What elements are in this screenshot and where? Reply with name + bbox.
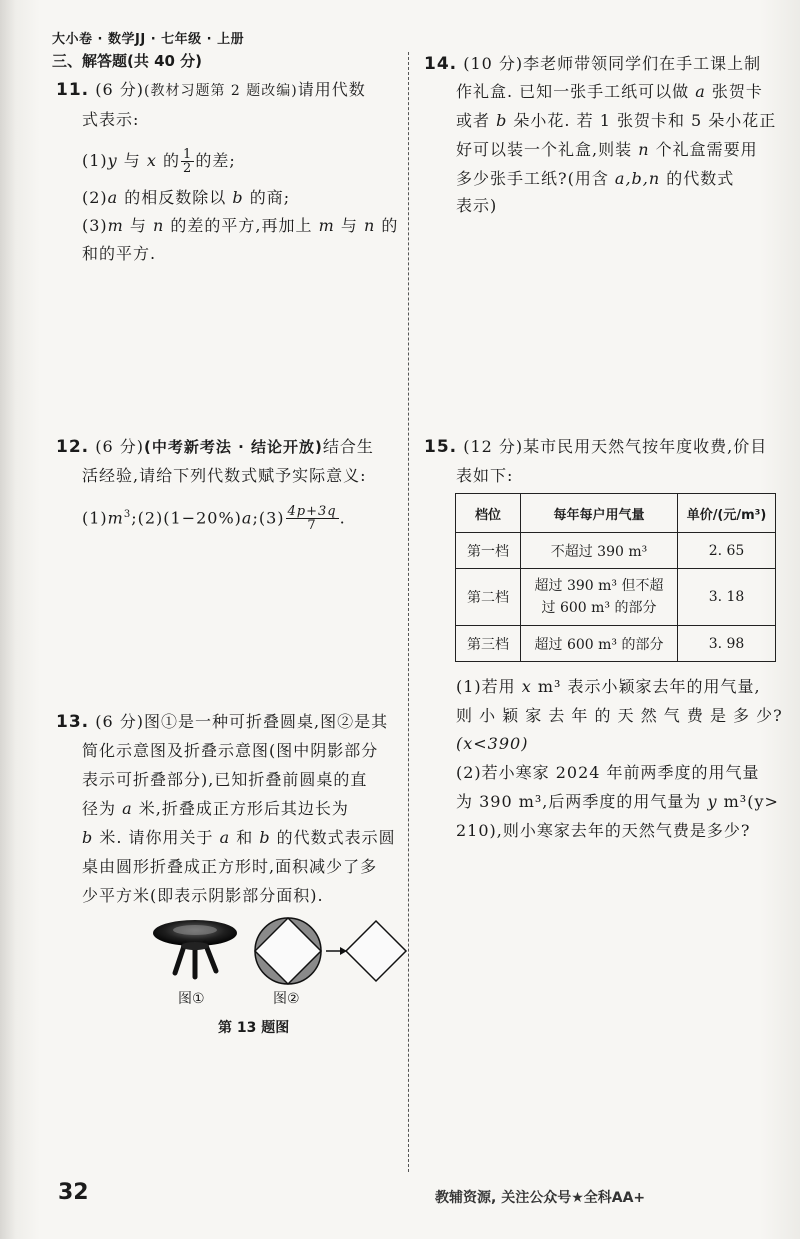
section-title: 三、解答题(共 40 分) xyxy=(52,52,203,70)
table-header-cell: 档位 xyxy=(456,494,521,533)
q13-line3: 表示可折叠部分),已知折叠前圆桌的直 xyxy=(82,770,368,789)
q13-line5: b 米. 请你用关于 a 和 b 的代数式表示圆 xyxy=(82,828,396,847)
q14-line3: 或者 b 朵小花. 若 1 张贺卡和 5 朵小花正 xyxy=(456,111,777,130)
q14-points: (10 分) xyxy=(463,54,524,73)
q12-stem-line2: 活经验,请给下列代数式赋予实际意义: xyxy=(82,466,367,485)
q11-points: (6 分) xyxy=(95,80,144,99)
column-divider xyxy=(408,52,409,1172)
figure-1-label: 图① xyxy=(178,991,205,1007)
q12-expressions: $(1)m^3;(2)(1-20\%)a;(3)$ $\frac{4p+3q}{7}$ . xyxy=(82,504,346,534)
q15-points: (12 分) xyxy=(463,437,524,456)
gas-price-table xyxy=(455,493,776,662)
q11-part3: (3)m 与 n 的差的平方,再加上 m 与 n 的 xyxy=(82,216,399,235)
q12-number: 12. xyxy=(56,437,90,457)
q12-stem: 结合生 xyxy=(322,437,374,456)
table-cell: 第二档 xyxy=(456,569,521,626)
q13-line2: 简化示意图及折叠示意图(图中阴影部分 xyxy=(82,741,379,760)
table-row xyxy=(456,533,776,569)
q11-stem: 请用代数 xyxy=(297,80,366,99)
folding-table-photo xyxy=(150,915,240,981)
table-cell: 超过 600 m³ 的部分 xyxy=(521,626,678,662)
book-header: 大小卷 · 数学JJ · 七年级 · 上册 xyxy=(52,32,245,47)
q14-number: 14. xyxy=(424,54,458,74)
q15-sub1: (1)若用 x m³ 表示小颖家去年的用气量, xyxy=(456,677,761,696)
table-cell: 不超过 390 m³ xyxy=(521,533,678,569)
q13-line6: 桌由圆形折叠成正方形时,面积减少了多 xyxy=(82,857,378,876)
figure-2-label: 图② xyxy=(273,991,300,1007)
table-cell: 第一档 xyxy=(456,533,521,569)
q14-line6: 表示) xyxy=(456,196,498,215)
q15-sub2-line3: 210),则小寒家去年的天然气费是多少? xyxy=(456,821,751,840)
page-number: 32 xyxy=(58,1180,89,1205)
q12-points: (6 分) xyxy=(95,437,144,456)
table-cell: 2. 65 xyxy=(678,533,776,569)
exam-page: 大小卷 · 数学JJ · 七年级 · 上册 三、解答题(共 40 分) 11. (6 分)(教材习题第 2 题改编)请用代数 式表示: (1)y 与 x 的 $\frac{1}{2}$ 的差; (2)a 的相反数除以 b 的商; (3)m 与 n 的差的平方,再加上 m 与 n 的 和的平方. 12. (6 分)(中考新考法 · 结论开放)结合生 活经验,请给下列代数式赋予实际意义: $(1)m^3;(2)(1-20\%)a;(3)$ $\frac{4p+3q}{7}$ . 13. (6 分)图①是一种可折叠圆桌,图②是其 简化示意图及折叠示意图(图中阴影部分 表示可折叠部分),已知折叠前圆桌的直 径为 a 米,折叠成正方形后其边长为 b 米. 请你用关于 a 和 b 的代数式表示圆 桌由圆形折叠成正方形时,面积减少了多 少平方米(即表示阴影部分面积). 图① 图② 第 13 题图 14. (10 分)李老师带领同学们在手工课上制 作礼盒. 已知一张手工纸可以做 a 张贺卡 或者 b 朵小花. 若 1 张贺卡和 5 朵小花正 好可以装一个礼盒,则装 n 个礼盒需要用 多少张手工纸?(用含 a,b,n 的代数式 表示) 15. (12 分)某市民用天然气按年度收费,价目 表如下: 档位 每年每户用气量 单价/(元/m³) 第一档 不超过 390 m³ 2. 65 第二档 超过 390 m³ 但不超 过 600 m³ 的部分 3. 18 第三档 超过 600 m³ 的部分 3. 98 (1)若用 x m³ 表示小颖家去年的用气量, 则 小 颖 家 去 年 的 天 然 气 费 是 多 少? (x<390) (2)若小寒家 2024 年前两季度的用气量 为 390 m³,后两季度的用气量为 y m³(y> 210),则小寒家去年的天然气费是多少? 32 教辅资源, 关注公众号★全科AA+ xyxy=(0,0,800,1239)
folding-diagram xyxy=(252,915,412,987)
table-header-cell: 每年每户用气量 xyxy=(521,494,678,533)
q15-number: 15. xyxy=(424,437,458,457)
q13-points: (6 分) xyxy=(95,712,144,731)
q13-line7: 少平方米(即表示阴影部分面积). xyxy=(82,886,324,905)
q12-tag: (中考新考法 · 结论开放) xyxy=(143,438,323,456)
q13-number: 13. xyxy=(56,712,90,732)
table-row xyxy=(456,569,776,626)
q15-sub1-line2: 则 小 颖 家 去 年 的 天 然 气 费 是 多 少? xyxy=(456,706,783,725)
q11-part2: (2)a 的相反数除以 b 的商; xyxy=(82,188,291,207)
q11-stem-line2: 式表示: xyxy=(82,110,140,129)
promo-footer: 教辅资源, 关注公众号★全科AA+ xyxy=(435,1190,646,1206)
table-row xyxy=(456,626,776,662)
q14-line4: 好可以装一个礼盒,则装 n 个礼盒需要用 xyxy=(456,140,758,159)
table-cell: 3. 98 xyxy=(678,626,776,662)
q15-sub1-line3: (x<390) xyxy=(456,734,529,753)
figure-caption: 第 13 题图 xyxy=(218,1020,290,1036)
table-header-cell: 单价/(元/m³) xyxy=(678,494,776,533)
q13-line4: 径为 a 米,折叠成正方形后其边长为 xyxy=(82,799,349,818)
q14-line2: 作礼盒. 已知一张手工纸可以做 a 张贺卡 xyxy=(456,82,763,101)
q15-sub2-line2: 为 390 m³,后两季度的用气量为 y m³(y> xyxy=(456,792,779,811)
q11-part1: (1)y 与 x 的 $\frac{1}{2}$ 的差; xyxy=(82,147,236,176)
table-cell: 超过 390 m³ 但不超 过 600 m³ 的部分 xyxy=(521,569,678,626)
table-header-row xyxy=(456,494,776,533)
q11-tag: (教材习题第 2 题改编) xyxy=(143,83,298,99)
q11-part3-line2: 和的平方. xyxy=(82,244,157,263)
q14-line5: 多少张手工纸?(用含 a,b,n 的代数式 xyxy=(456,169,735,188)
q12-fraction: $\frac{4p+3q}{7}$ xyxy=(287,504,337,534)
table-cell: 3. 18 xyxy=(678,569,776,626)
q11-fraction: $\frac{1}{2}$ xyxy=(183,147,193,176)
q11-number: 11. xyxy=(56,80,90,100)
q15-line2: 表如下: xyxy=(456,466,514,485)
q15-sub2: (2)若小寒家 2024 年前两季度的用气量 xyxy=(456,763,760,782)
table-cell: 第三档 xyxy=(456,626,521,662)
